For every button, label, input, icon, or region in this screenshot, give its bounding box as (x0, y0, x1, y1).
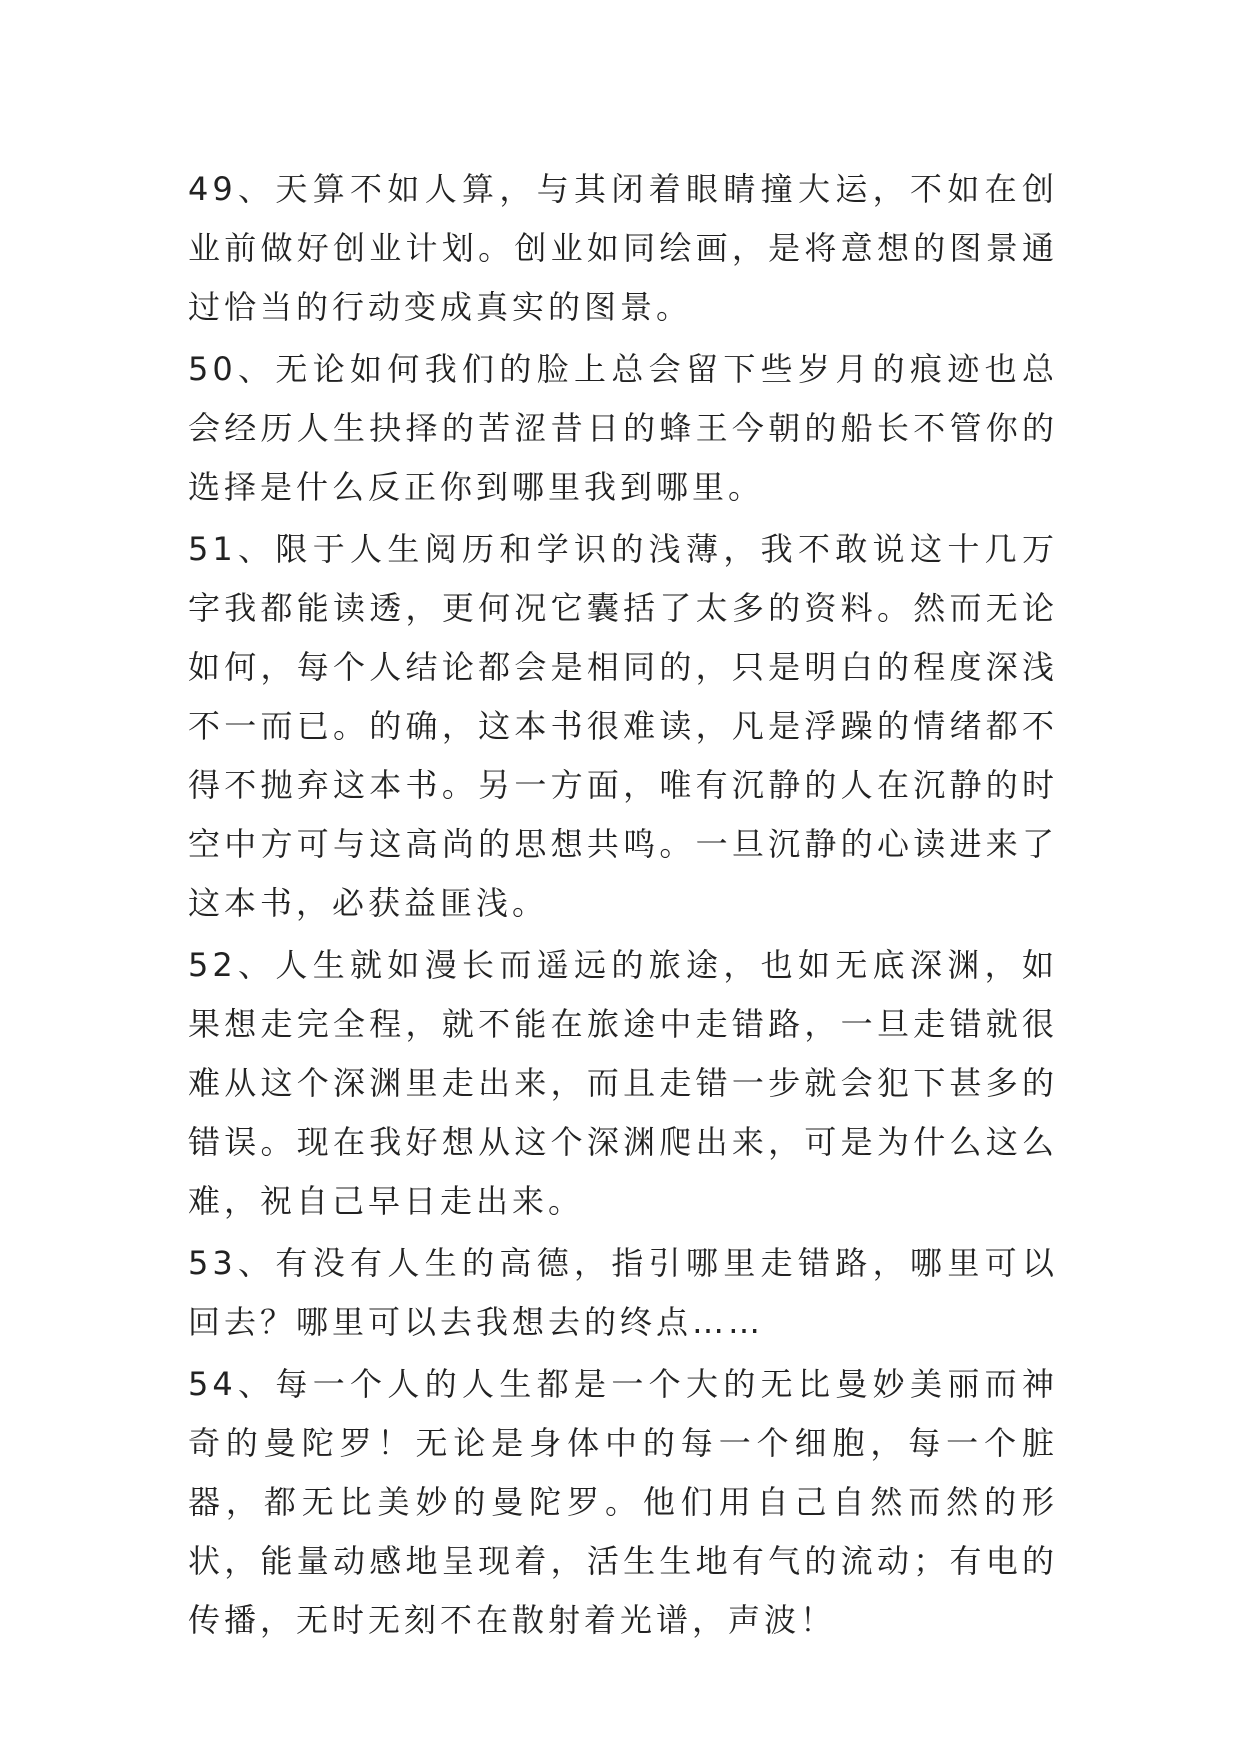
document-body (188, 160, 1058, 1653)
paragraph-52: 52、人生就如漫长而遥远的旅途，也如无底深渊，如果想走完全程，就不能在旅途中走错路，一旦走错就很难从这个深渊里走出来，而且走错一步就会犯下甚多的错误。现在我好想从这个深渊爬出来，可是为什么这么难，祝自己早日走出来。 (188, 946, 1058, 1220)
paragraph-54: 54、每一个人的人生都是一个大的无比曼妙美丽而神奇的曼陀罗！无论是身体中的每一个细胞，每一个脏器，都无比美妙的曼陀罗。他们用自己自然而然的形状，能量动感地呈现着，活生生地有气的流动；有电的传播，无时无刻不在散射着光谱，声波！ (188, 1365, 1058, 1639)
paragraph-50: 50、无论如何我们的脸上总会留下些岁月的痕迹也总会经历人生抉择的苦涩昔日的蜂王今朝的船长不管你的选择是什么反正你到哪里我到哪里。 (188, 350, 1058, 506)
paragraph-53: 53、有没有人生的高德，指引哪里走错路，哪里可以回去？哪里可以去我想去的终点…… (188, 1244, 1058, 1341)
paragraph-49: 49、天算不如人算，与其闭着眼睛撞大运，不如在创业前做好创业计划。创业如同绘画，是将意想的图景通过恰当的行动变成真实的图景。 (188, 170, 1058, 326)
paragraph-51: 51、限于人生阅历和学识的浅薄，我不敢说这十几万字我都能读透，更何况它囊括了太多的资料。然而无论如何，每个人结论都会是相同的，只是明白的程度深浅不一而已。的确，这本书很难读，凡是浮躁的情绪都不得不抛弃这本书。另一方面，唯有沉静的人在沉静的时空中方可与这高尚的思想共鸣。一旦沉静的心读进来了这本书，必获益匪浅。 (188, 530, 1058, 922)
